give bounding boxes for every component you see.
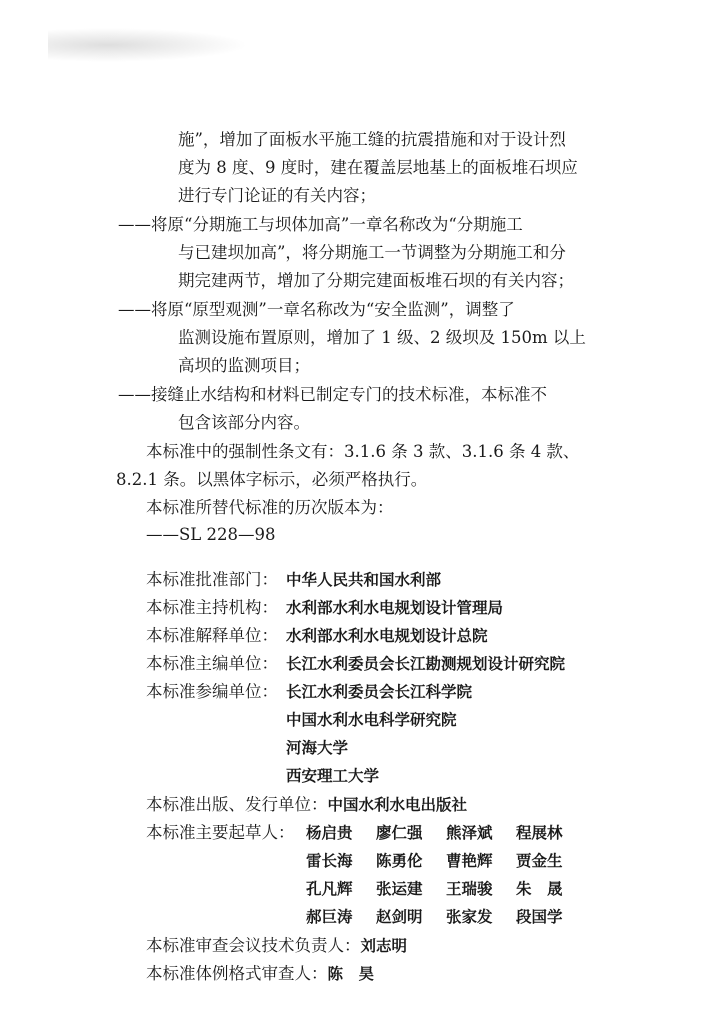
revision-line: 与已建坝加高”，将分期施工一节调整为分期施工和分 — [178, 243, 566, 262]
interpret-label: 本标准解释单位： — [146, 626, 278, 645]
revision-line: 施”，增加了面板水平施工缝的抗震措施和对于设计烈 — [178, 130, 566, 149]
partic-value: 中国水利水电科学研究院 — [286, 711, 457, 729]
chief-row — [146, 652, 566, 676]
revision-item: ——将原“原型观测”一章名称改为“安全监测”，调整了 — [118, 300, 515, 319]
drafter-name: 雷长海 — [306, 852, 353, 870]
review-row — [146, 934, 407, 958]
publisher-label: 本标准出版、发行单位： — [146, 795, 328, 814]
partic-value: 长江水利委员会长江科学院 — [286, 683, 473, 701]
revision-item: ——接缝止水结构和材料已制定专门的技术标准，本标准不 — [118, 385, 547, 404]
mandatory-line: 本标准中的强制性条文有：3.1.6 条 3 款、3.1.6 条 4 款、 — [146, 442, 580, 461]
revision-line: 进行专门论证的有关内容； — [178, 186, 376, 205]
approve-label: 本标准批准部门： — [146, 570, 278, 589]
drafter-name: 张运建 — [376, 880, 423, 898]
partic-value: 河海大学 — [286, 739, 349, 757]
format-label: 本标准体例格式审查人： — [146, 964, 328, 983]
drafter-name: 孔凡辉 — [306, 880, 353, 898]
review-value: 刘志明 — [360, 937, 408, 955]
interpret-value: 水利部水利水电规划设计总院 — [286, 627, 488, 645]
drafter-name: 陈勇伦 — [376, 852, 423, 870]
format-value: 陈 昊 — [327, 965, 375, 983]
replaced-item: ——SL 228—98 — [146, 525, 276, 544]
partic-row — [146, 680, 473, 704]
chief-label: 本标准主编单位： — [146, 654, 278, 673]
interpret-row — [146, 624, 488, 648]
drafter-name: 赵剑明 — [376, 908, 423, 926]
drafter-name: 程展林 — [516, 824, 563, 842]
host-row — [146, 596, 504, 620]
revision-line: 期完建两节，增加了分期完建面板堆石坝的有关内容； — [178, 271, 574, 290]
replaced-label: 本标准所替代标准的历次版本为： — [146, 498, 394, 517]
drafter-name: 朱 晟 — [516, 880, 563, 898]
revision-line: 包含该部分内容。 — [178, 413, 310, 432]
partic-label: 本标准参编单位： — [146, 682, 278, 701]
format-row — [146, 962, 374, 986]
publisher-value: 中国水利水电出版社 — [327, 796, 468, 814]
review-label: 本标准审查会议技术负责人： — [146, 936, 361, 955]
host-value: 水利部水利水电规划设计管理局 — [286, 599, 504, 617]
mandatory-line: 8.2.1 条。以黑体字标示，必须严格执行。 — [116, 470, 428, 489]
drafter-name: 段国学 — [516, 908, 563, 926]
drafter-name: 熊泽斌 — [446, 824, 493, 842]
drafter-name: 张家发 — [446, 908, 493, 926]
publisher-row — [146, 793, 467, 817]
scan-smudge — [48, 28, 248, 62]
approve-row — [146, 568, 442, 592]
revision-item: ——将原“分期施工与坝体加高”一章名称改为“分期施工 — [118, 215, 523, 234]
approve-value: 中华人民共和国水利部 — [286, 571, 442, 589]
drafter-name: 王瑞骏 — [446, 880, 493, 898]
drafter-name: 廖仁强 — [376, 824, 423, 842]
host-label: 本标准主持机构： — [146, 598, 278, 617]
chief-value: 长江水利委员会长江勘测规划设计研究院 — [286, 655, 566, 673]
revision-line: 度为 8 度、9 度时，建在覆盖层地基上的面板堆石坝应 — [178, 158, 578, 177]
partic-value: 西安理工大学 — [286, 767, 380, 785]
revision-line: 监测设施布置原则，增加了 1 级、2 级坝及 150m 以上 — [178, 328, 586, 347]
drafter-name: 杨启贵 — [306, 824, 353, 842]
drafter-name: 贾金生 — [516, 852, 563, 870]
drafter-name: 郝巨涛 — [306, 908, 353, 926]
drafters-label: 本标准主要起草人： — [146, 823, 295, 842]
drafter-name: 曹艳辉 — [446, 852, 493, 870]
revision-line: 高坝的监测项目； — [178, 356, 310, 375]
